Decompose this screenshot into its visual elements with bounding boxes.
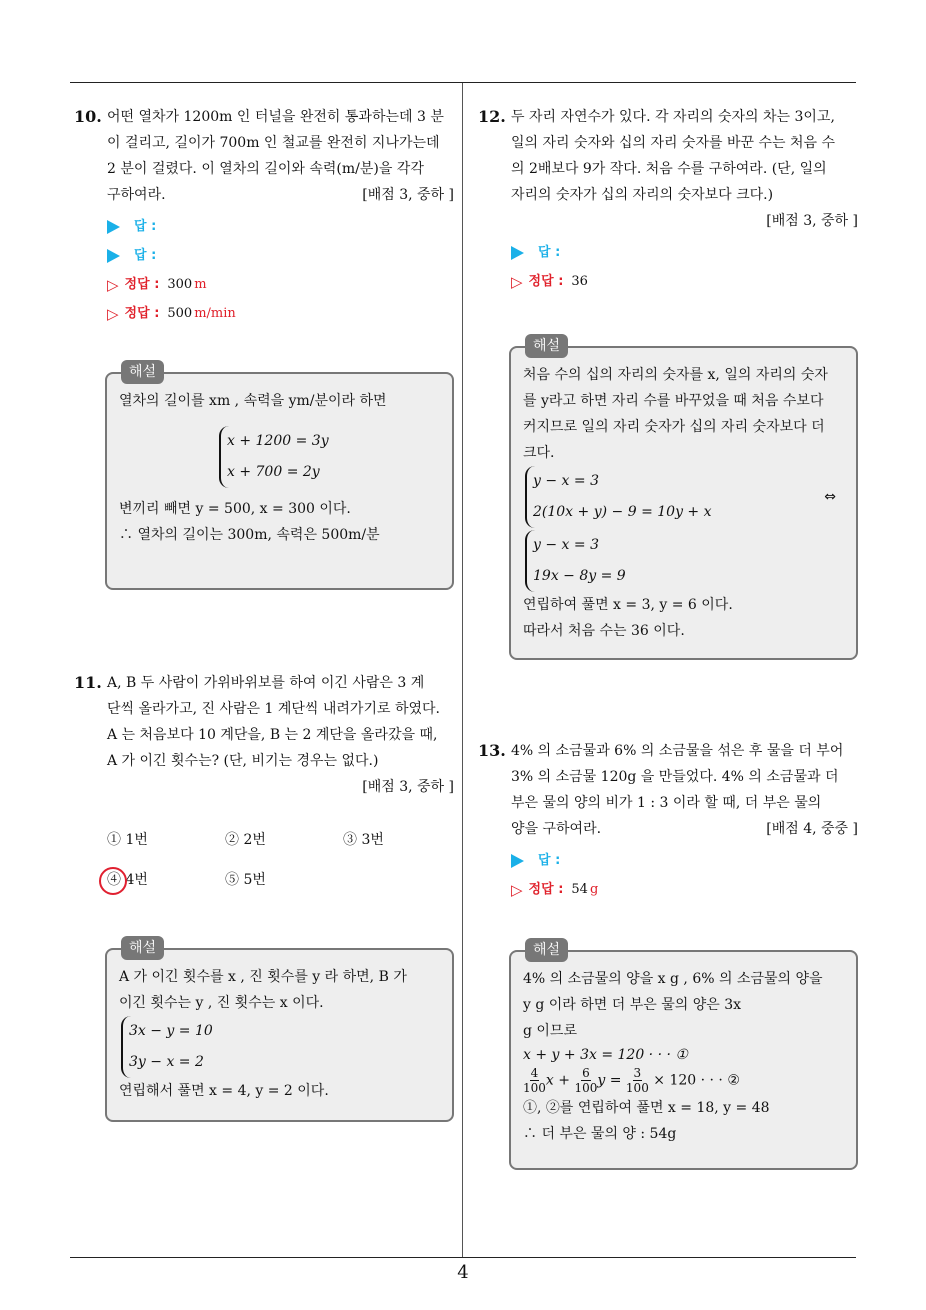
answer-row	[511, 846, 858, 875]
solution-line: 이긴 횟수는 y , 진 횟수는 x 이다.	[119, 995, 324, 1011]
choices	[107, 820, 454, 900]
solution-line: ①, ②를 연립하여 풀면 x = 18, y = 48	[523, 1100, 770, 1116]
equation: x + 700 = 2y	[227, 464, 320, 480]
solution-line: g 이므로	[523, 1023, 577, 1039]
fraction	[574, 1066, 597, 1095]
solution-line: 연립하여 풀면 x = 3, y = 6 이다.	[523, 597, 733, 613]
choice-label: ④ 4번	[107, 872, 148, 888]
play-arrow-icon	[107, 220, 120, 234]
correct-value: 36	[571, 273, 588, 289]
equation: y − x = 3	[533, 473, 599, 489]
iff-symbol: ⇔	[824, 489, 836, 505]
solution-tag: 해설	[121, 360, 164, 384]
text-line: 이 걸리고, 길이가 700m 인 철교를 완전히 지나가는데	[107, 135, 440, 151]
points: [배점 4, 중중 ]	[766, 821, 858, 837]
problem-12	[478, 104, 858, 296]
problem-13	[478, 738, 858, 904]
text-line	[107, 182, 454, 208]
equation: y − x = 3	[533, 537, 599, 553]
text-line: 자리의 숫자가 십의 자리의 숫자보다 크다.)	[511, 187, 774, 203]
equation-system	[525, 530, 626, 592]
correct-answer-row	[107, 270, 454, 299]
problem-number: 11.	[74, 673, 102, 692]
problem-text	[511, 104, 858, 234]
text-line-part: 양을 구하여라.	[511, 821, 602, 837]
text-line: 4% 의 소금물과 6% 의 소금물을 섞은 후 물을 더 부어	[511, 743, 844, 759]
choice-2[interactable]: ② 2번	[225, 832, 266, 848]
triangle-outline-icon: ▷	[107, 304, 119, 323]
text-line: 의 2배보다 9가 작다. 처음 수를 구하여라. (단, 일의	[511, 161, 827, 177]
answer-row	[511, 238, 858, 267]
answer-label: 답 :	[134, 247, 157, 263]
solution-box-13	[509, 942, 858, 1170]
points: [배점 3, 중하 ]	[362, 779, 454, 795]
solution-line: 커지므로 일의 자리 숫자가 십의 자리 숫자보다 더	[523, 419, 825, 435]
correct-answer-row	[511, 267, 858, 296]
triangle-outline-icon: ▷	[511, 272, 523, 291]
numerator: 6	[582, 1066, 590, 1080]
text-line: 부은 물의 양의 비가 1 : 3 이라 할 때, 더 부은 물의	[511, 795, 822, 811]
triangle-outline-icon: ▷	[511, 880, 523, 899]
solution-line: 크다.	[523, 445, 555, 461]
answer-label: 답 :	[134, 218, 157, 234]
correct-label: 정답 :	[528, 273, 564, 289]
solution-line: 처음 수의 십의 자리의 숫자를 x, 일의 자리의 숫자	[523, 367, 828, 383]
text-line: 단씩 올라가고, 진 사람은 1 계단씩 내려가기로 하였다.	[107, 701, 440, 717]
solution-line: ∴ 더 부은 물의 양 : 54g	[523, 1126, 677, 1142]
equation-system	[219, 426, 329, 488]
solution-line: 열차의 길이를 xm , 속력을 ym/분이라 하면	[119, 393, 387, 409]
choice-1[interactable]: ① 1번	[107, 832, 148, 848]
correct-value: 54	[571, 881, 588, 897]
equation-system	[525, 466, 712, 528]
answer-label: 답 :	[538, 852, 561, 868]
header-rule	[70, 82, 856, 83]
equation: 19x − 8y = 9	[533, 568, 626, 584]
equation: x + 1200 = 3y	[227, 433, 329, 449]
solution-tag: 해설	[525, 938, 568, 962]
equation: 3x − y = 10	[129, 1023, 213, 1039]
text-line: A 는 처음보다 10 계단을, B 는 2 계단을 올라갔을 때,	[107, 727, 438, 743]
selected-circle-mark	[99, 867, 127, 895]
denominator: 100	[625, 1081, 649, 1095]
choice-3[interactable]: ③ 3번	[343, 832, 384, 848]
equation: 2(10x + y) − 9 = 10y + x	[533, 504, 712, 520]
correct-answer-row	[511, 875, 858, 904]
play-arrow-icon	[511, 854, 524, 868]
solution-line: 변끼리 빼면 y = 500, x = 300 이다.	[119, 501, 351, 517]
equation-tail: × 120 · · · ②	[653, 1072, 740, 1089]
problem-text	[107, 670, 454, 800]
denominator: 100	[574, 1081, 598, 1095]
text-line: 어떤 열차가 1200m 인 터널을 완전히 통과하는데 3 분	[107, 109, 444, 125]
correct-answer-row	[107, 299, 454, 328]
points: [배점 3, 중하 ]	[766, 213, 858, 229]
answer-row	[107, 212, 454, 241]
solution-line: 를 y라고 하면 자리 수를 바꾸었을 때 처음 수보다	[523, 393, 824, 409]
solution-line: ∴ 열차의 길이는 300m, 속력은 500m/분	[119, 527, 380, 543]
correct-unit: g	[589, 881, 599, 897]
correct-label: 정답 :	[124, 276, 160, 292]
text-line: A 가 이긴 횟수는? (단, 비기는 경우는 없다.)	[107, 753, 379, 769]
correct-label: 정답 :	[528, 881, 564, 897]
correct-label: 정답 :	[124, 305, 160, 321]
footer-rule	[70, 1257, 856, 1258]
play-arrow-icon	[107, 249, 120, 263]
points: [배점 3, 중하 ]	[362, 187, 454, 203]
problem-number: 12.	[478, 107, 506, 126]
solution-line: 따라서 처음 수는 36 이다.	[523, 623, 685, 639]
correct-unit: m/min	[194, 305, 236, 321]
choice-5[interactable]: ⑤ 5번	[225, 872, 266, 888]
equation: 3y − x = 2	[129, 1054, 204, 1070]
problem-number: 13.	[478, 741, 506, 760]
answer-label: 답 :	[538, 244, 561, 260]
numerator: 4	[530, 1066, 539, 1080]
correct-value: 300	[167, 276, 193, 292]
solution-line: y g 이라 하면 더 부은 물의 양은 3x	[523, 997, 742, 1013]
page-number: 4	[457, 1262, 469, 1283]
fraction	[626, 1066, 649, 1095]
column-divider	[462, 83, 463, 1258]
text-line: 2 분이 걸렸다. 이 열차의 길이와 속력(m/분)을 각각	[107, 161, 424, 177]
equation: x + y + 3x = 120 · · · ①	[523, 1047, 688, 1063]
correct-value: 500	[167, 305, 193, 321]
solution-box-10	[105, 364, 454, 590]
solution-line: 연립해서 풀면 x = 4, y = 2 이다.	[119, 1083, 329, 1099]
text-line: 3% 의 소금물 120g 을 만들었다. 4% 의 소금물과 더	[511, 769, 839, 785]
text-line: 일의 자리 숫자와 십의 자리 숫자를 바꾼 수는 처음 수	[511, 135, 836, 151]
solution-line: A 가 이긴 횟수를 x , 진 횟수를 y 라 하면, B 가	[119, 969, 407, 985]
text-line	[511, 816, 858, 842]
problem-10	[74, 104, 454, 328]
correct-unit: m	[194, 276, 207, 292]
solution-box-12	[509, 338, 858, 660]
problem-number: 10.	[74, 107, 102, 126]
problem-text	[511, 738, 858, 842]
text-line-part: 구하여라.	[107, 187, 166, 203]
fraction	[523, 1066, 546, 1095]
solution-tag: 해설	[525, 334, 568, 358]
problem-text	[107, 104, 454, 208]
denominator: 100	[523, 1081, 546, 1095]
answer-row	[107, 241, 454, 270]
solution-box-11	[105, 940, 454, 1122]
text-line: 두 자리 자연수가 있다. 각 자리의 숫자의 차는 3이고,	[511, 109, 835, 125]
solution-tag: 해설	[121, 936, 164, 960]
choice-4[interactable]	[107, 860, 225, 900]
numerator: 3	[633, 1066, 642, 1080]
text-line: A, B 두 사람이 가위바위보를 하여 이긴 사람은 3 계	[107, 675, 425, 691]
equation-system	[121, 1016, 213, 1078]
solution-line: 4% 의 소금물의 양을 x g , 6% 의 소금물의 양을	[523, 971, 823, 987]
triangle-outline-icon: ▷	[107, 275, 119, 294]
problem-11	[74, 670, 454, 900]
play-arrow-icon	[511, 246, 524, 260]
equation-fractions: $\frac{4}{100}$ x + $\frac{6}{100}$ y = $\frac{3}{100}$ × 120 · · · ②	[523, 1066, 740, 1095]
